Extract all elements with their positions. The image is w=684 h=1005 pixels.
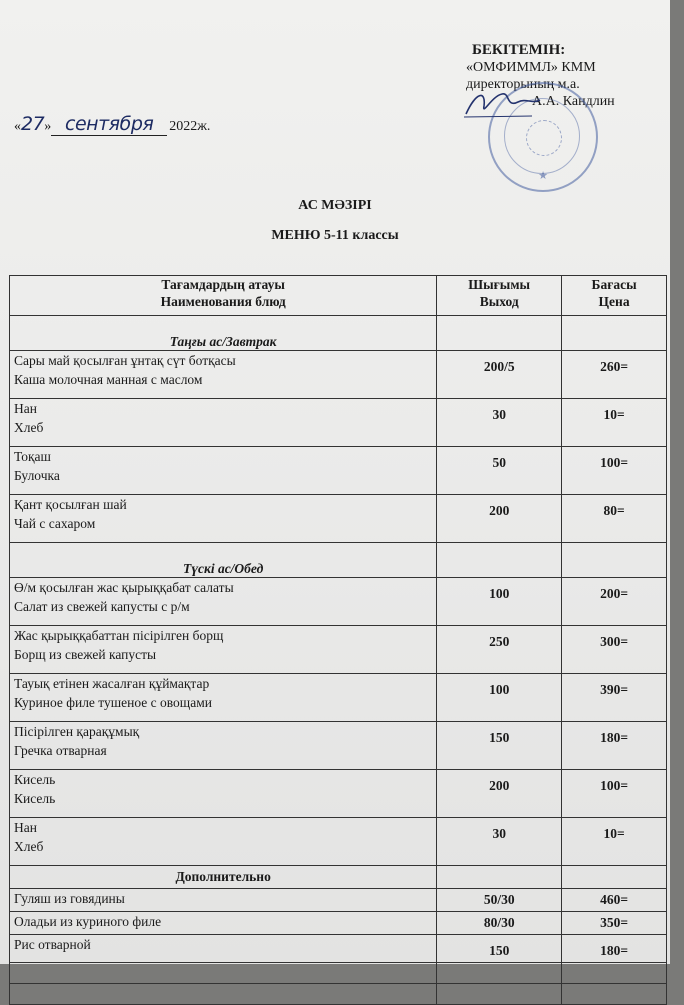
approval-org: «ОМФИММЛ» КММ (466, 60, 596, 75)
menu-table (9, 275, 667, 1005)
table-row: Тоқаш Булочка 50 100= (10, 447, 667, 495)
section-row-breakfast (10, 316, 667, 351)
menu-title-ru: МЕНЮ 5-11 классы (271, 228, 399, 243)
table-row-empty (10, 963, 667, 984)
table-row: Жас қырыққабаттан пісірілген борщ Борщ из свежей капусты 250 300= (10, 626, 667, 674)
approval-signer: А.А. Кандлин (532, 94, 615, 109)
table-row: Нан Хлеб 30 10= (10, 818, 667, 866)
table-row: Қант қосылған шай Чай с сахаром 200 80= (10, 495, 667, 543)
table-header-row (10, 276, 667, 316)
table-row-empty (10, 984, 667, 1005)
section-title: Таңғы ас/Завтрак (10, 316, 437, 351)
approval-heading: БЕКІТЕМІН: (472, 42, 566, 58)
table-row: Рис отварной 150 180= (10, 935, 667, 963)
signature-icon (462, 86, 542, 120)
section-title: Түскі ас/Обед (10, 543, 437, 578)
table-row: Сары май қосылған ұнтақ сүт ботқасы Каша молочная манная с маслом 200/5 260= (10, 351, 667, 399)
table-row: Кисель Кисель 200 100= (10, 770, 667, 818)
date-month: сентября (51, 113, 167, 136)
official-stamp-icon: ★ (488, 82, 598, 192)
header-price: Бағасы Цена (562, 276, 667, 316)
approval-role: директорының м.а. (466, 77, 580, 92)
table-row: Ө/м қосылған жас қырыққабат салаты Салат из свежей капусты с р/м 100 200= (10, 578, 667, 626)
table-row: Тауық етінен жасалған құймақтар Куриное филе тушеное с овощами 100 390= (10, 674, 667, 722)
document-date: «27» сентября 2022ж. (14, 113, 211, 135)
menu-title-kz: АС МӘЗІРІ (298, 198, 372, 213)
table-row: Оладьи из куриного филе 80/30 350= (10, 912, 667, 935)
table-row: Нан Хлеб 30 10= (10, 399, 667, 447)
table-row: Пісірілген қарақұмық Гречка отварная 150 180= (10, 722, 667, 770)
header-name: Тағамдардың атауы Наименования блюд (10, 276, 437, 316)
date-year: 2022ж. (169, 119, 211, 134)
section-row-extra (10, 866, 667, 889)
header-output: Шығымы Выход (437, 276, 562, 316)
table-row: Гуляш из говядины 50/30 460= (10, 889, 667, 912)
section-title: Дополнительно (10, 866, 437, 889)
section-row-lunch (10, 543, 667, 578)
date-day: 27 (21, 113, 45, 135)
